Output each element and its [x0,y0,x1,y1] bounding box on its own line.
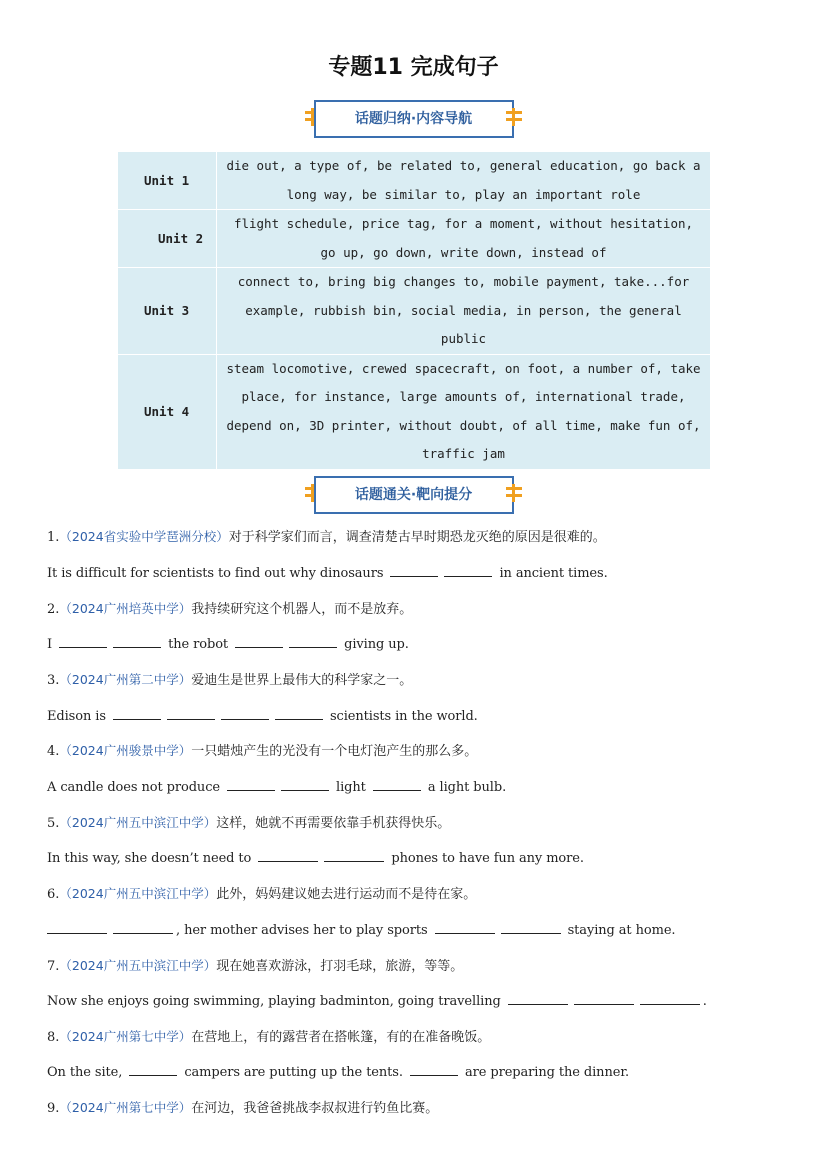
answer-blank[interactable] [258,849,318,862]
answer-blank[interactable] [235,635,283,648]
answer-blank[interactable] [410,1063,458,1076]
answer-blank[interactable] [221,707,269,720]
banner-label: 话题通关·靶向提分 [314,476,514,514]
answer-blank[interactable] [435,921,495,934]
answer-blank[interactable] [59,635,107,648]
question-chinese: 在河边，我爸爸挑战李叔叔进行钓鱼比赛。 [191,1101,439,1116]
question-prompt: 7.（2024广州五中滨江中学）现在她喜欢游泳，打羽毛球，旅游，等等。 [47,958,464,974]
question-source: （2024广州五中滨江中学） [59,958,217,973]
question-prompt: 4.（2024广州骏景中学）一只蜡烛产生的光没有一个电灯泡产生的那么多。 [47,743,478,759]
answer-line: I the robot giving up. [47,637,409,652]
question-source: （2024广州第七中学） [59,1100,192,1115]
answer-blank[interactable] [275,707,323,720]
vocabulary-table [117,151,711,470]
decoration-icon [506,484,522,502]
question-source: （2024广州五中滨江中学） [59,815,217,830]
unit-label: Unit 3 [118,268,217,355]
question-source: （2024广州五中滨江中学） [59,886,217,901]
question-chinese: 现在她喜欢游泳，打羽毛球，旅游，等等。 [216,959,464,974]
question-chinese: 对于科学家们而言，调查清楚古早时期恐龙灭绝的原因是很难的。 [228,530,606,545]
answer-blank[interactable] [129,1063,177,1076]
question-prompt: 8.（2024广州第七中学）在营地上，有的露营者在搭帐篷，有的在准备晚饭。 [47,1029,491,1045]
question-source: （2024广州第七中学） [59,1029,192,1044]
unit-label: Unit 2 [118,210,217,268]
answer-blank[interactable] [167,707,215,720]
section-banner-practice [0,476,827,512]
unit-phrases: die out, a type of, be related to, general education, go back a long way, be similar to, play an important role [217,152,711,210]
question-chinese: 一只蜡烛产生的光没有一个电灯泡产生的那么多。 [191,744,478,759]
answer-blank[interactable] [444,564,492,577]
page-title: 专题11 完成句子 [328,55,499,80]
answer-blank[interactable] [324,849,384,862]
question-chinese: 在营地上，有的露营者在搭帐篷，有的在准备晚饭。 [191,1030,491,1045]
question-chinese: 此外，妈妈建议她去进行运动而不是待在家。 [216,887,477,902]
answer-line: Edison is scientists in the world. [47,709,478,724]
answer-blank[interactable] [113,707,161,720]
table-row [118,210,711,268]
answer-blank[interactable] [501,921,561,934]
table-row [118,354,711,469]
answer-line: On the site, campers are putting up the tents. are preparing the dinner. [47,1065,630,1080]
question-source: （2024广州培英中学） [59,601,192,616]
answer-blank[interactable] [113,635,161,648]
question-prompt: 9.（2024广州第七中学）在河边，我爸爸挑战李叔叔进行钓鱼比赛。 [47,1100,439,1116]
table-row [118,152,711,210]
answer-line: A candle does not produce light a light bulb. [47,780,507,795]
answer-line: It is difficult for scientists to find out why dinosaurs in ancient times. [47,566,608,581]
answer-blank[interactable] [289,635,337,648]
answer-blank[interactable] [640,992,700,1005]
question-source: （2024广州骏景中学） [59,743,192,758]
question-chinese: 我持续研究这个机器人，而不是放弃。 [191,602,413,617]
unit-phrases: flight schedule, price tag, for a moment, without hesitation, go up, go down, write down, instead of [217,210,711,268]
answer-line: , her mother advises her to play sports staying at home. [47,921,787,938]
answer-blank[interactable] [281,778,329,791]
section-banner-summary [0,100,827,136]
answer-blank[interactable] [373,778,421,791]
table-row [118,268,711,355]
answer-blank[interactable] [508,992,568,1005]
answer-line: Now she enjoys going swimming, playing badminton, going travelling . [47,994,707,1009]
question-chinese: 爱迪生是世界上最伟大的科学家之一。 [191,673,413,688]
question-source: （2024省实验中学琶洲分校） [59,529,229,544]
question-prompt: 6.（2024广州五中滨江中学）此外，妈妈建议她去进行运动而不是待在家。 [47,886,477,902]
question-prompt: 2.（2024广州培英中学）我持续研究这个机器人，而不是放弃。 [47,601,413,617]
question-prompt: 5.（2024广州五中滨江中学）这样，她就不再需要依靠手机获得快乐。 [47,815,451,831]
answer-blank[interactable] [227,778,275,791]
question-prompt: 1.（2024省实验中学琶洲分校）对于科学家们而言，调查清楚古早时期恐龙灭绝的原因是很难的。 [47,529,606,545]
unit-label: Unit 4 [118,354,217,469]
answer-line: In this way, she doesn’t need to phones to have fun any more. [47,851,584,866]
question-chinese: 这样，她就不再需要依靠手机获得快乐。 [216,816,451,831]
answer-blank[interactable] [574,992,634,1005]
answer-blank[interactable] [113,921,173,934]
question-source: （2024广州第二中学） [59,672,192,687]
question-prompt: 3.（2024广州第二中学）爱迪生是世界上最伟大的科学家之一。 [47,672,413,688]
answer-blank[interactable] [390,564,438,577]
unit-label: Unit 1 [118,152,217,210]
decoration-icon [506,108,522,126]
banner-label: 话题归纳·内容导航 [314,100,514,138]
unit-phrases: connect to, bring big changes to, mobile payment, take...for example, rubbish bin, social media, in person, the general public [217,268,711,355]
answer-blank[interactable] [47,921,107,934]
unit-phrases: steam locomotive, crewed spacecraft, on foot, a number of, take place, for instance, large amounts of, international trade, depend on, 3D printer, without doubt, of all time, make fun of, traffic jam [217,354,711,469]
